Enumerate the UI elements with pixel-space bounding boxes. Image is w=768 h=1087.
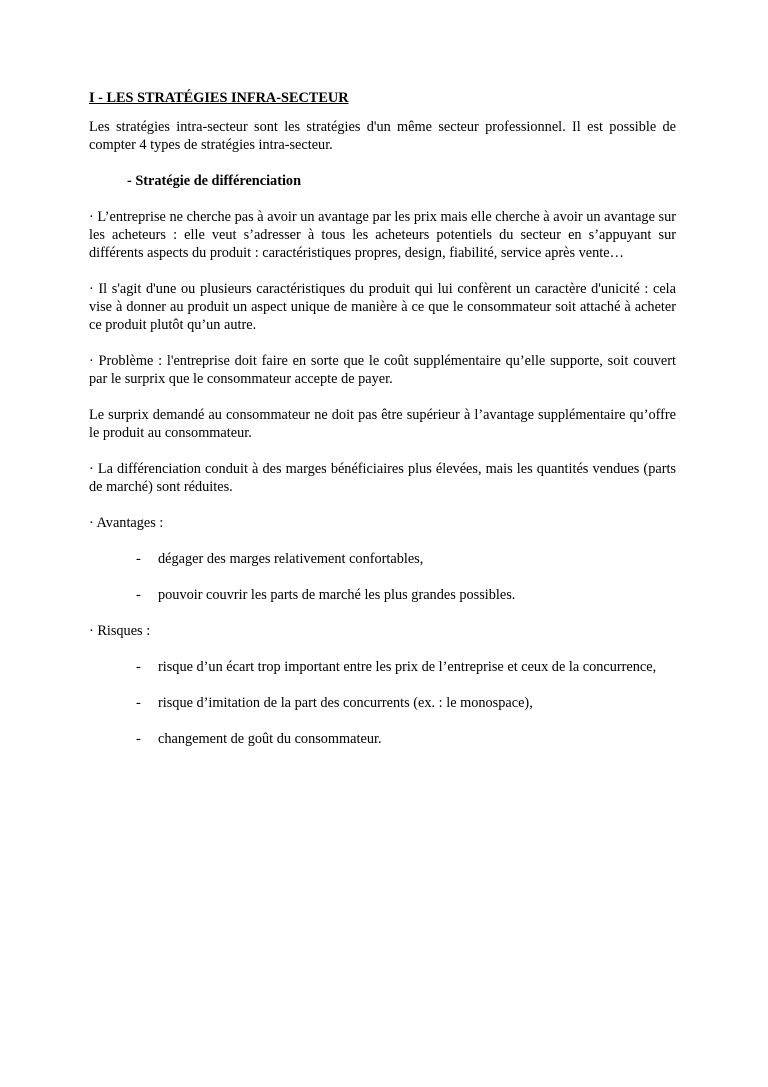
section-heading: I - LES STRATÉGIES INFRA-SECTEUR — [89, 90, 349, 106]
list-item — [89, 586, 676, 604]
list-item-text: dégager des marges relativement confortables, — [158, 551, 424, 567]
list-item-text: pouvoir couvrir les parts de marché les plus grandes possibles. — [158, 587, 516, 603]
risks-label: · Risques : — [89, 623, 151, 639]
advantages-label: · Avantages : — [89, 515, 164, 531]
list-item — [89, 658, 676, 676]
paragraph-uniqueness: · Il s'agit d'une ou plusieurs caractéristiques du produit qui lui confèrent un caractère d'unicité : cela vise à donner au produit un aspect unique de manière à ce que le consommateur soit attaché à acheter ce produit plutôt qu’un autre. — [89, 281, 676, 333]
dash-bullet: - — [136, 659, 141, 675]
paragraph-advantage-buyers: · L’entreprise ne cherche pas à avoir un avantage par les prix mais elle cherche à avoir un avantage sur les acheteurs : elle veut s’adresser à tous les acheteurs potentiels du secteur en s’appuyant sur différents aspects du produit : caractéristiques propres, design, fiabilité, service après vente… — [89, 209, 676, 261]
risks-list — [89, 658, 676, 748]
list-item — [89, 550, 676, 568]
dash-bullet: - — [136, 731, 141, 747]
dash-bullet: - — [136, 587, 141, 603]
intro-paragraph: Les stratégies intra-secteur sont les stratégies d'un même secteur professionnel. Il est possible de compter 4 types de stratégies intra-secteur. — [89, 119, 676, 153]
list-item-text: risque d’un écart trop important entre les prix de l’entreprise et ceux de la concurrence, — [158, 659, 657, 675]
dash-bullet: - — [136, 551, 141, 567]
paragraph-margins: · La différenciation conduit à des marges bénéficiaires plus élevées, mais les quantités vendues (parts de marché) sont réduites. — [89, 461, 676, 495]
list-item — [89, 730, 676, 748]
paragraph-problem: · Problème : l'entreprise doit faire en sorte que le coût supplémentaire qu’elle supporte, soit couvert par le surprix que le consommateur accepte de payer. — [89, 353, 676, 387]
dash-bullet: - — [136, 695, 141, 711]
subsection-heading: - Stratégie de différenciation — [127, 173, 302, 189]
list-item-text: changement de goût du consommateur. — [158, 731, 382, 747]
paragraph-surprice: Le surprix demandé au consommateur ne doit pas être supérieur à l’avantage supplémentaire qu’offre le produit au consommateur. — [89, 407, 676, 441]
advantages-list — [89, 550, 676, 604]
list-item-text: risque d’imitation de la part des concurrents (ex. : le monospace), — [158, 695, 533, 711]
list-item — [89, 694, 676, 712]
